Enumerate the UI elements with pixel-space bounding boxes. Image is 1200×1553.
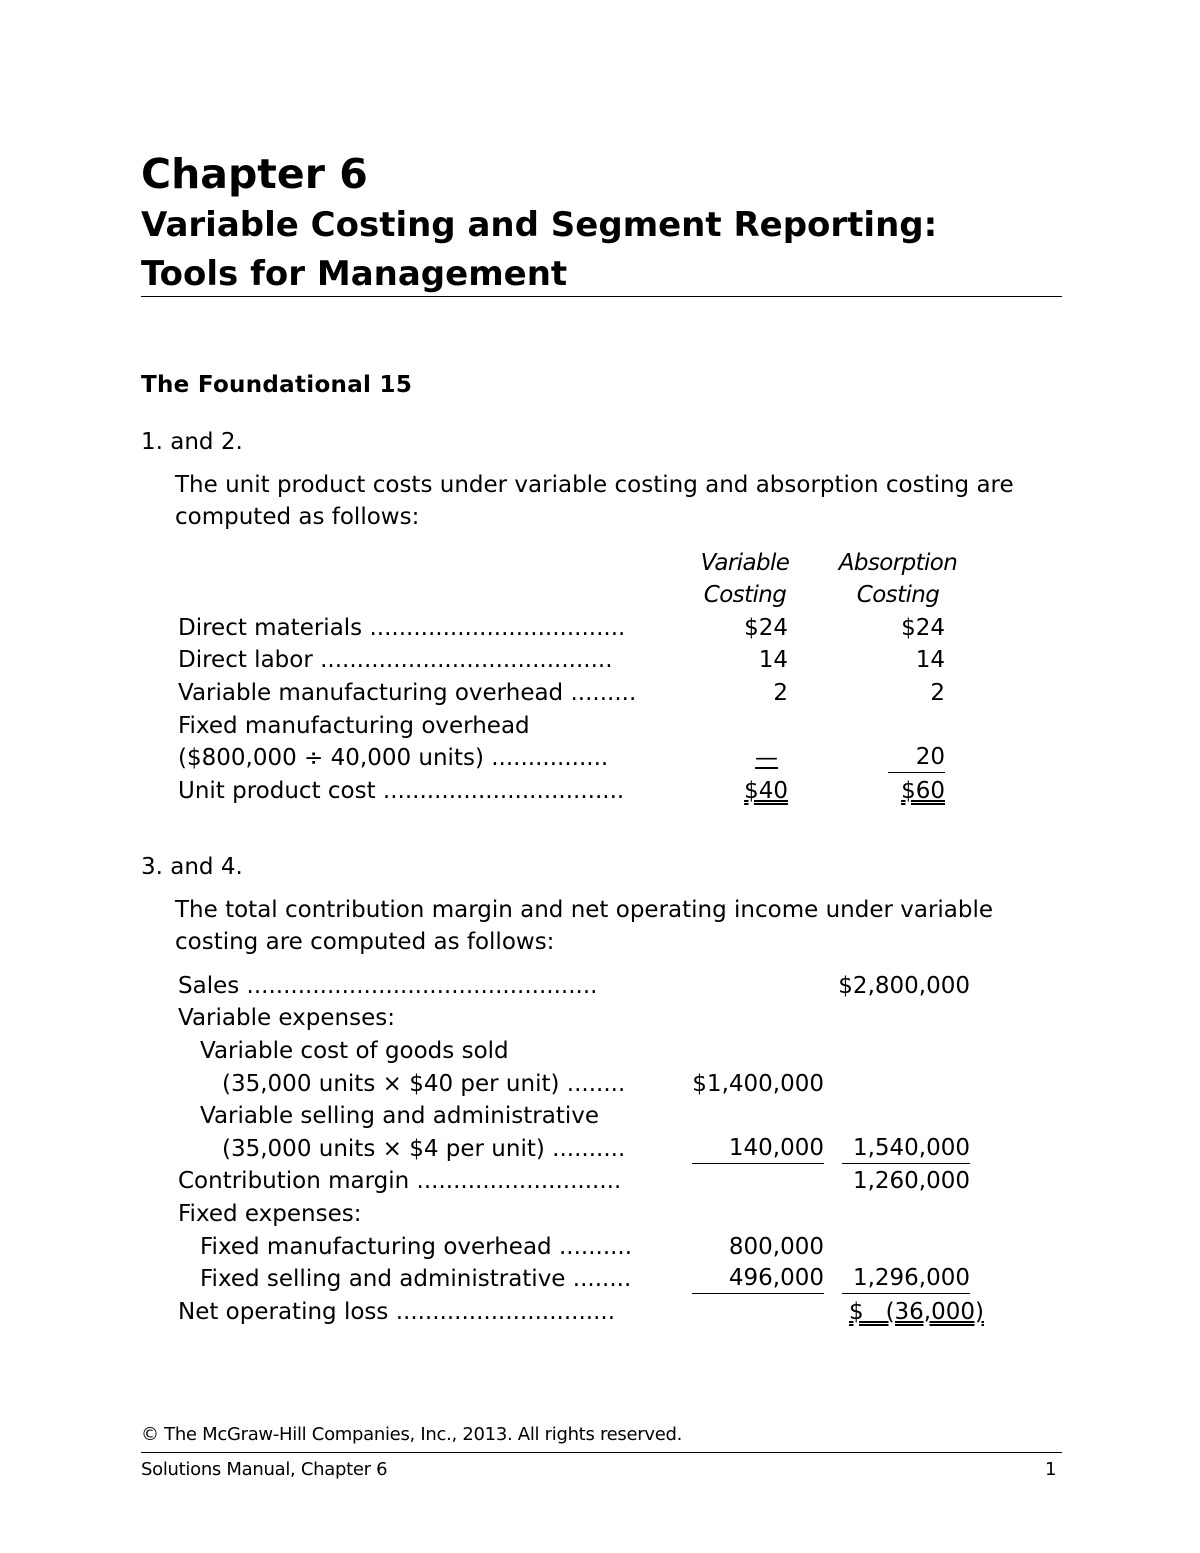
question-label-3-4: 3. and 4.: [141, 854, 243, 880]
footer-rule: [141, 1452, 1062, 1453]
val-total-variable-expenses: 1,540,000: [842, 1134, 970, 1164]
col-head-variable-1: Variable: [700, 550, 790, 576]
row-variable-cogs: Variable cost of goods sold: [200, 1038, 509, 1064]
val-variable-cogs: $1,400,000: [692, 1071, 824, 1097]
val-upc-variable: $40: [744, 778, 788, 804]
row-fixed-sga: Fixed selling and administrative ........: [200, 1266, 632, 1292]
chapter-subtitle-line1: Variable Costing and Segment Reporting:: [141, 205, 938, 245]
val-fmo-variable: —: [755, 745, 778, 771]
row-direct-materials: Direct materials ...................................: [178, 615, 626, 641]
chapter-title: Chapter 6: [141, 150, 368, 198]
row-variable-sga-calc: (35,000 units × $4 per unit) ..........: [222, 1136, 626, 1162]
val-dl-absorption: 14: [915, 647, 945, 673]
val-sales: $2,800,000: [838, 973, 970, 999]
row-variable-sga: Variable selling and administrative: [200, 1103, 599, 1129]
row-fixed-expenses: Fixed expenses:: [178, 1201, 362, 1227]
row-direct-labor: Direct labor ........................................: [178, 647, 613, 673]
val-contribution-margin: 1,260,000: [852, 1168, 970, 1194]
row-variable-mfg-overhead: Variable manufacturing overhead .........: [178, 680, 637, 706]
row-fixed-mfg-overhead-calc: ($800,000 ÷ 40,000 units) ................: [178, 745, 609, 771]
val-vmo-variable: 2: [773, 680, 788, 706]
chapter-subtitle-line2: Tools for Management: [141, 254, 568, 294]
question-label-1-2: 1. and 2.: [141, 429, 243, 455]
val-variable-sga: 140,000: [692, 1134, 824, 1164]
section-heading: The Foundational 15: [141, 372, 413, 398]
val-fmo-absorption: 20: [888, 743, 945, 773]
row-unit-product-cost: Unit product cost .................................: [178, 778, 625, 804]
row-fixed-mfg-overhead-2: Fixed manufacturing overhead ..........: [200, 1234, 633, 1260]
val-fixed-mfg-overhead: 800,000: [728, 1234, 824, 1260]
row-variable-expenses: Variable expenses:: [178, 1005, 395, 1031]
val-net-operating-loss: $ (36,000): [849, 1299, 984, 1325]
val-fixed-sga: 496,000: [692, 1264, 824, 1294]
row-sales: Sales ................................................: [178, 973, 598, 999]
val-vmo-absorption: 2: [930, 680, 945, 706]
part2-intro-line2: costing are computed as follows:: [175, 929, 555, 955]
row-contribution-margin: Contribution margin ............................: [178, 1168, 622, 1194]
row-net-operating-loss: Net operating loss ..............................: [178, 1299, 616, 1325]
part2-intro-line1: The total contribution margin and net operating income under variable: [175, 897, 994, 923]
val-dm-variable: $24: [744, 615, 788, 641]
val-upc-absorption: $60: [901, 778, 945, 804]
col-head-variable-2: Costing: [703, 582, 787, 608]
part1-intro-line1: The unit product costs under variable costing and absorption costing are: [175, 472, 1014, 498]
footer-copyright: © The McGraw-Hill Companies, Inc., 2013. All rights reserved.: [141, 1424, 683, 1445]
row-variable-cogs-calc: (35,000 units × $40 per unit) ........: [222, 1071, 626, 1097]
col-head-absorption-2: Costing: [856, 582, 940, 608]
page-number: 1: [1045, 1459, 1057, 1480]
row-fixed-mfg-overhead: Fixed manufacturing overhead: [178, 713, 530, 739]
col-head-absorption-1: Absorption: [838, 550, 958, 576]
title-rule: [141, 296, 1062, 297]
footer-manual: Solutions Manual, Chapter 6: [141, 1459, 388, 1480]
val-total-fixed-expenses: 1,296,000: [842, 1264, 970, 1294]
val-dl-variable: 14: [758, 647, 788, 673]
val-dm-absorption: $24: [901, 615, 945, 641]
part1-intro-line2: computed as follows:: [175, 504, 420, 530]
